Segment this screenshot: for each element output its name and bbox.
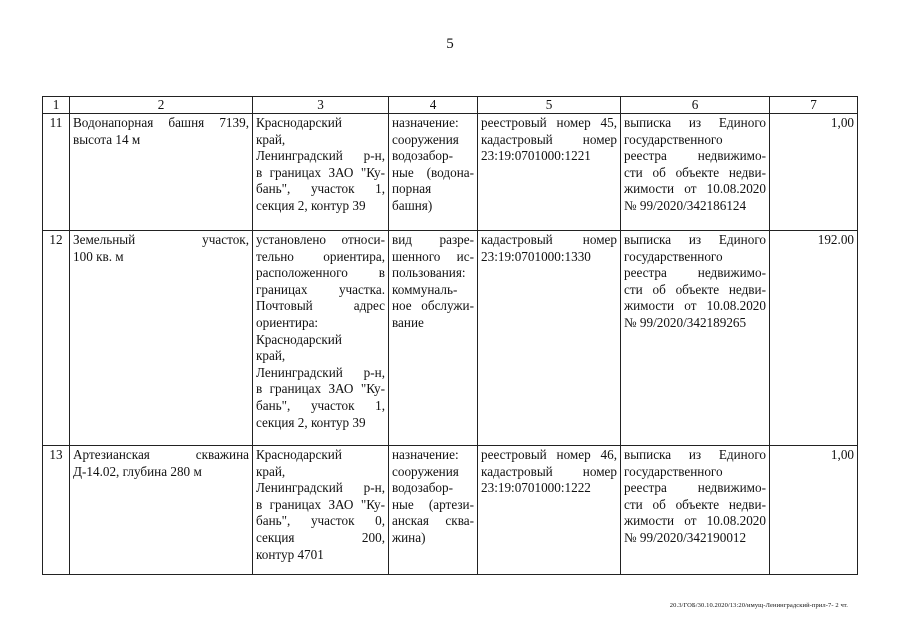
location-cell [253, 114, 389, 231]
cell-line: секция 2, контур 39 [256, 197, 366, 213]
cell-line: реестра недвижимо- [624, 480, 766, 496]
cell-line: Краснодарский [256, 115, 342, 130]
registry-cell [478, 231, 621, 446]
cell-line: жимости от 10.08.2020 [624, 181, 766, 197]
cell-line: 23:19:0701000:1221 [481, 148, 591, 164]
cell-line: бань", участок 1, [256, 181, 385, 197]
value-cell: 192.00 [770, 231, 858, 446]
cell-line: выписка из Единого [624, 232, 766, 247]
cell-line: сооружения [392, 131, 459, 147]
cell-line: Ленинградский р-н, [256, 148, 385, 164]
cell-line: тельно ориентира, [256, 248, 385, 264]
cell-line: выписка из Единого [624, 447, 766, 462]
row-number-cell: 13 [43, 446, 70, 575]
property-table [42, 96, 858, 575]
column-header: 2 [70, 97, 253, 114]
cell-line: кадастровый номер [481, 232, 617, 247]
cell-line: реестровый номер 45, [481, 115, 617, 130]
cell-line: сти об объекте недви- [624, 281, 766, 297]
cell-line: государственного [624, 131, 723, 147]
cell-line: Краснодарский [256, 447, 342, 462]
table-row [43, 114, 858, 231]
cell-line: кадастровый номер [481, 463, 617, 479]
object-name-cell [70, 231, 253, 446]
cell-line: назначение: [392, 447, 459, 462]
cell-line: 23:19:0701000:1222 [481, 480, 591, 496]
registry-cell [478, 114, 621, 231]
cell-line: 23:19:0701000:1330 [481, 248, 591, 264]
cell-line: секция 200, [256, 529, 385, 545]
purpose-cell [389, 231, 478, 446]
cell-line: край, [256, 131, 286, 147]
cell-line: коммуналь- [392, 281, 458, 297]
cell-line: ное обслужи- [392, 298, 474, 314]
document-cell [621, 446, 770, 575]
location-cell [253, 231, 389, 446]
cell-line: пользования: [392, 265, 466, 281]
cell-line: реестра недвижимо- [624, 265, 766, 281]
purpose-cell [389, 446, 478, 575]
table-row [43, 446, 858, 575]
cell-line: водозабор- [392, 148, 454, 164]
cell-line: сти об объекте недви- [624, 496, 766, 512]
cell-line: реестровый номер 46, [481, 447, 617, 462]
value-cell: 1,00 [770, 446, 858, 575]
cell-line: край, [256, 348, 286, 364]
cell-line: Артезианская скважина [73, 447, 249, 462]
cell-line: Д-14.02, глубина 280 м [73, 463, 202, 479]
cell-line: ные (артези- [392, 496, 474, 512]
document-cell [621, 114, 770, 231]
location-cell [253, 446, 389, 575]
cell-line: ориентира: [256, 314, 319, 330]
cell-line: Ленинградский р-н, [256, 364, 385, 380]
column-header: 6 [621, 97, 770, 114]
column-header: 3 [253, 97, 389, 114]
cell-line: реестра недвижимо- [624, 148, 766, 164]
cell-line: высота 14 м [73, 131, 141, 147]
cell-line: жимости от 10.08.2020 [624, 298, 766, 314]
registry-cell [478, 446, 621, 575]
cell-line: порная [392, 181, 432, 197]
cell-line: в границах ЗАО "Ку- [256, 164, 385, 180]
document-cell [621, 231, 770, 446]
cell-line: в границах ЗАО "Ку- [256, 381, 385, 397]
object-name-cell [70, 446, 253, 575]
cell-line: установлено относи- [256, 232, 385, 247]
table-row [43, 231, 858, 446]
document-footer-code: 20.3/ГОБ/30.10.2020/13:20/имущ-Ленинградский-прил-7- 2 чт. [669, 602, 848, 609]
column-header: 1 [43, 97, 70, 114]
cell-line: жина) [392, 529, 426, 545]
column-header: 5 [478, 97, 621, 114]
cell-line: № 99/2020/342190012 [624, 529, 747, 545]
column-header: 7 [770, 97, 858, 114]
cell-line: водозабор- [392, 480, 454, 496]
cell-line: вание [392, 314, 424, 330]
cell-line: границах участка. [256, 281, 385, 297]
cell-line: Земельный участок, [73, 232, 249, 247]
header-row [43, 97, 858, 114]
cell-line: ные (водона- [392, 164, 474, 180]
cell-line: № 99/2020/342189265 [624, 314, 747, 330]
cell-line: в границах ЗАО "Ку- [256, 496, 385, 512]
cell-line: государственного [624, 248, 723, 264]
purpose-cell [389, 114, 478, 231]
cell-line: вид разре- [392, 232, 474, 247]
cell-line: назначение: [392, 115, 459, 130]
cell-line: бань", участок 1, [256, 397, 385, 413]
cell-line: Водонапорная башня 7139, [73, 115, 249, 130]
cell-line: анская сква- [392, 513, 474, 529]
cell-line: Почтовый адрес [256, 298, 385, 314]
cell-line: жимости от 10.08.2020 [624, 513, 766, 529]
cell-line: кадастровый номер [481, 131, 617, 147]
cell-line: № 99/2020/342186124 [624, 197, 747, 213]
object-name-cell [70, 114, 253, 231]
page-number: 5 [446, 36, 454, 52]
cell-line: секция 2, контур 39 [256, 414, 366, 430]
cell-line: выписка из Единого [624, 115, 766, 130]
cell-line: край, [256, 463, 286, 479]
cell-line: контур 4701 [256, 546, 324, 562]
cell-line: сти об объекте недви- [624, 164, 766, 180]
column-header: 4 [389, 97, 478, 114]
cell-line: 100 кв. м [73, 248, 124, 264]
row-number-cell: 11 [43, 114, 70, 231]
cell-line: государственного [624, 463, 723, 479]
cell-line: бань", участок 0, [256, 513, 385, 529]
cell-line: расположенного в [256, 265, 385, 281]
cell-line: башня) [392, 197, 433, 213]
cell-line: шенного ис- [392, 248, 474, 264]
row-number-cell: 12 [43, 231, 70, 446]
cell-line: сооружения [392, 463, 459, 479]
cell-line: Краснодарский [256, 331, 342, 347]
value-cell: 1,00 [770, 114, 858, 231]
cell-line: Ленинградский р-н, [256, 480, 385, 496]
